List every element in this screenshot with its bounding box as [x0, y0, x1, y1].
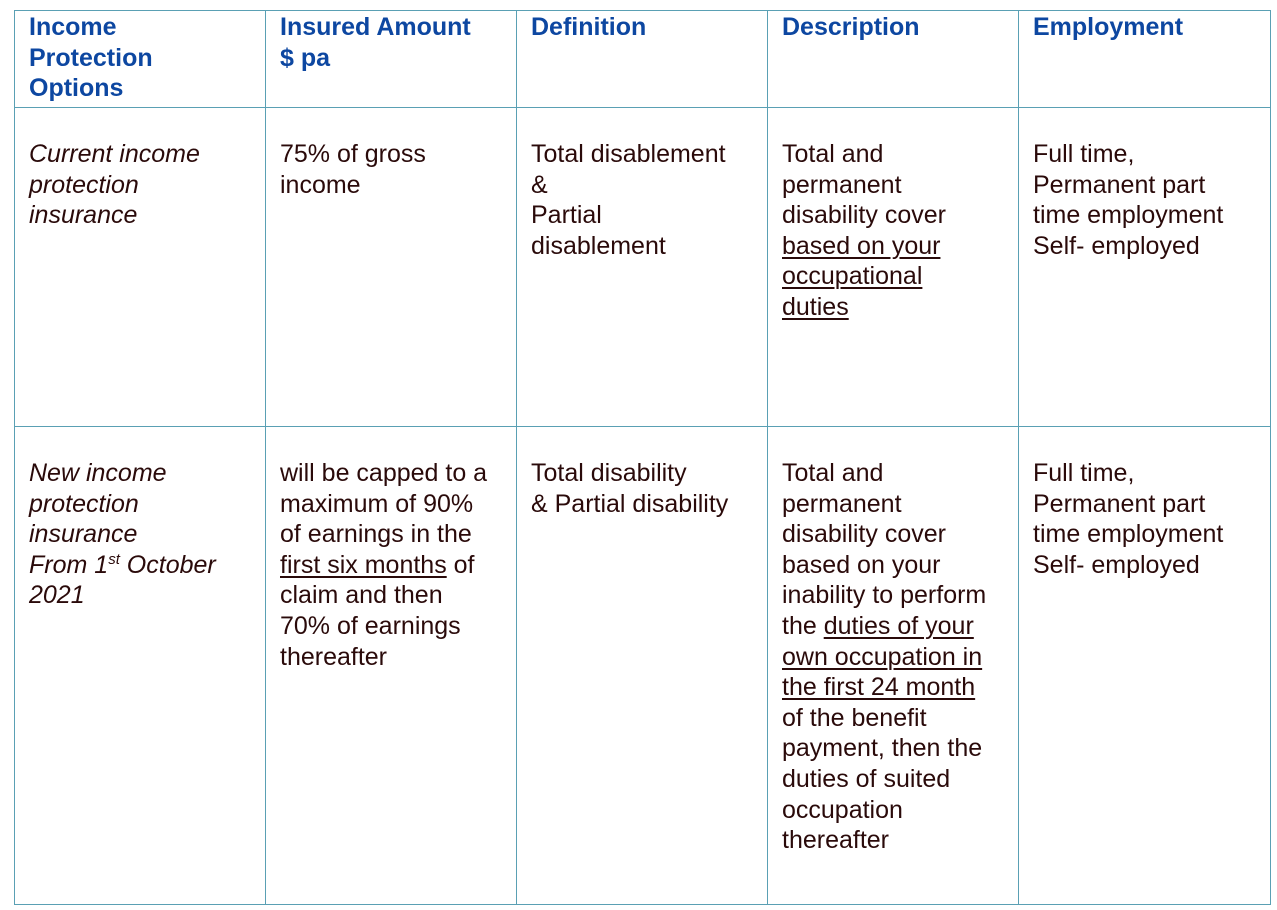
header-definition: Definition: [517, 11, 768, 108]
cell-line: Permanent part: [1033, 489, 1206, 518]
header-options-line: Income: [29, 13, 117, 41]
cell-line-wrap: [782, 672, 1004, 703]
header-insured-amount: [266, 11, 517, 108]
cell-line-wrap: [280, 550, 502, 581]
cell-line: insurance: [29, 201, 138, 230]
cell-line-wrap: [782, 261, 1004, 292]
cell-line: insurance: [29, 520, 138, 549]
header-options: [15, 11, 266, 108]
underlined-text: the first 24 month: [782, 673, 976, 702]
cell-line: thereafter: [782, 826, 890, 855]
cell-line: payment, then the: [782, 734, 983, 763]
cell-line: of the benefit: [782, 703, 927, 732]
cell-line: New income: [29, 459, 167, 487]
cell-line: Total and: [782, 459, 884, 487]
underlined-text: occupational: [782, 262, 923, 291]
new-employment-cell: [1019, 427, 1271, 905]
header-options-line: Protection: [29, 43, 153, 72]
cell-line: Full time,: [1033, 140, 1135, 168]
cell-line: Total disability: [531, 459, 687, 487]
cell-text: the: [782, 611, 824, 640]
underlined-text: first six months: [280, 550, 447, 579]
cell-line: Self- employed: [1033, 550, 1200, 579]
cell-line: disability cover: [782, 520, 946, 549]
header-insured-line: $ pa: [280, 43, 331, 72]
cell-line: maximum of 90%: [280, 489, 474, 518]
cell-line: permanent: [782, 489, 902, 518]
cell-line-wrap: [782, 611, 1004, 642]
header-employment: Employment: [1019, 11, 1271, 108]
cell-line: of earnings in the: [280, 520, 472, 549]
cell-line: claim and then: [280, 581, 443, 610]
cell-line-wrap: [782, 292, 1004, 323]
cell-line: 70% of earnings: [280, 611, 461, 640]
new-description-cell: [768, 427, 1019, 905]
cell-line: Total disablement: [531, 140, 726, 168]
cell-line-wrap: [782, 231, 1004, 262]
new-definition-cell: [517, 427, 768, 905]
current-insured-cell: [266, 108, 517, 427]
date-suffix: October: [119, 550, 216, 579]
header-insured-line: Insured Amount: [280, 13, 471, 41]
current-option-cell: [15, 108, 266, 427]
cell-line: &: [531, 170, 548, 199]
underlined-text: duties of your: [823, 611, 974, 640]
underlined-text: own occupation in: [782, 642, 983, 671]
cell-line: occupation: [782, 795, 903, 824]
cell-line-wrap: [782, 642, 1004, 673]
cell-line: will be capped to a: [280, 459, 488, 487]
cell-line: permanent: [782, 170, 902, 199]
cell-line: inability to perform: [782, 581, 987, 610]
cell-line: thereafter: [280, 642, 388, 671]
cell-line: Permanent part: [1033, 170, 1206, 199]
current-employment-cell: [1019, 108, 1271, 427]
cell-line: disability cover: [782, 201, 946, 230]
table-header-row: [15, 11, 1271, 108]
cell-line: 2021: [29, 581, 85, 610]
current-description-cell: [768, 108, 1019, 427]
underlined-text: based on your: [782, 231, 941, 260]
cell-line: Full time,: [1033, 459, 1135, 487]
header-options-line: Options: [29, 74, 124, 103]
cell-line: Partial: [531, 201, 602, 230]
header-description: Description: [768, 11, 1019, 108]
cell-line: disablement: [531, 231, 666, 260]
date-prefix: From 1: [29, 550, 109, 579]
cell-line: Current income: [29, 140, 200, 168]
cell-line: time employment: [1033, 520, 1224, 549]
cell-line: Self- employed: [1033, 231, 1200, 260]
underlined-text: duties: [782, 292, 849, 321]
cell-line: duties of suited: [782, 764, 951, 793]
cell-line: protection: [29, 170, 139, 199]
cell-line: income: [280, 170, 361, 199]
cell-line: based on your: [782, 550, 941, 579]
table-row-new: [15, 427, 1271, 905]
income-protection-table: [14, 10, 1271, 905]
cell-line: Total and: [782, 140, 884, 168]
date-ordinal: st: [108, 550, 120, 568]
new-insured-cell: [266, 427, 517, 905]
new-option-cell: [15, 427, 266, 905]
table-row-current: [15, 108, 1271, 427]
current-definition-cell: [517, 108, 768, 427]
cell-text: of: [446, 550, 475, 579]
date-line: [29, 550, 251, 581]
cell-line: time employment: [1033, 201, 1224, 230]
cell-line: protection: [29, 489, 139, 518]
cell-line: 75% of gross: [280, 140, 426, 168]
cell-line: & Partial disability: [531, 489, 729, 518]
